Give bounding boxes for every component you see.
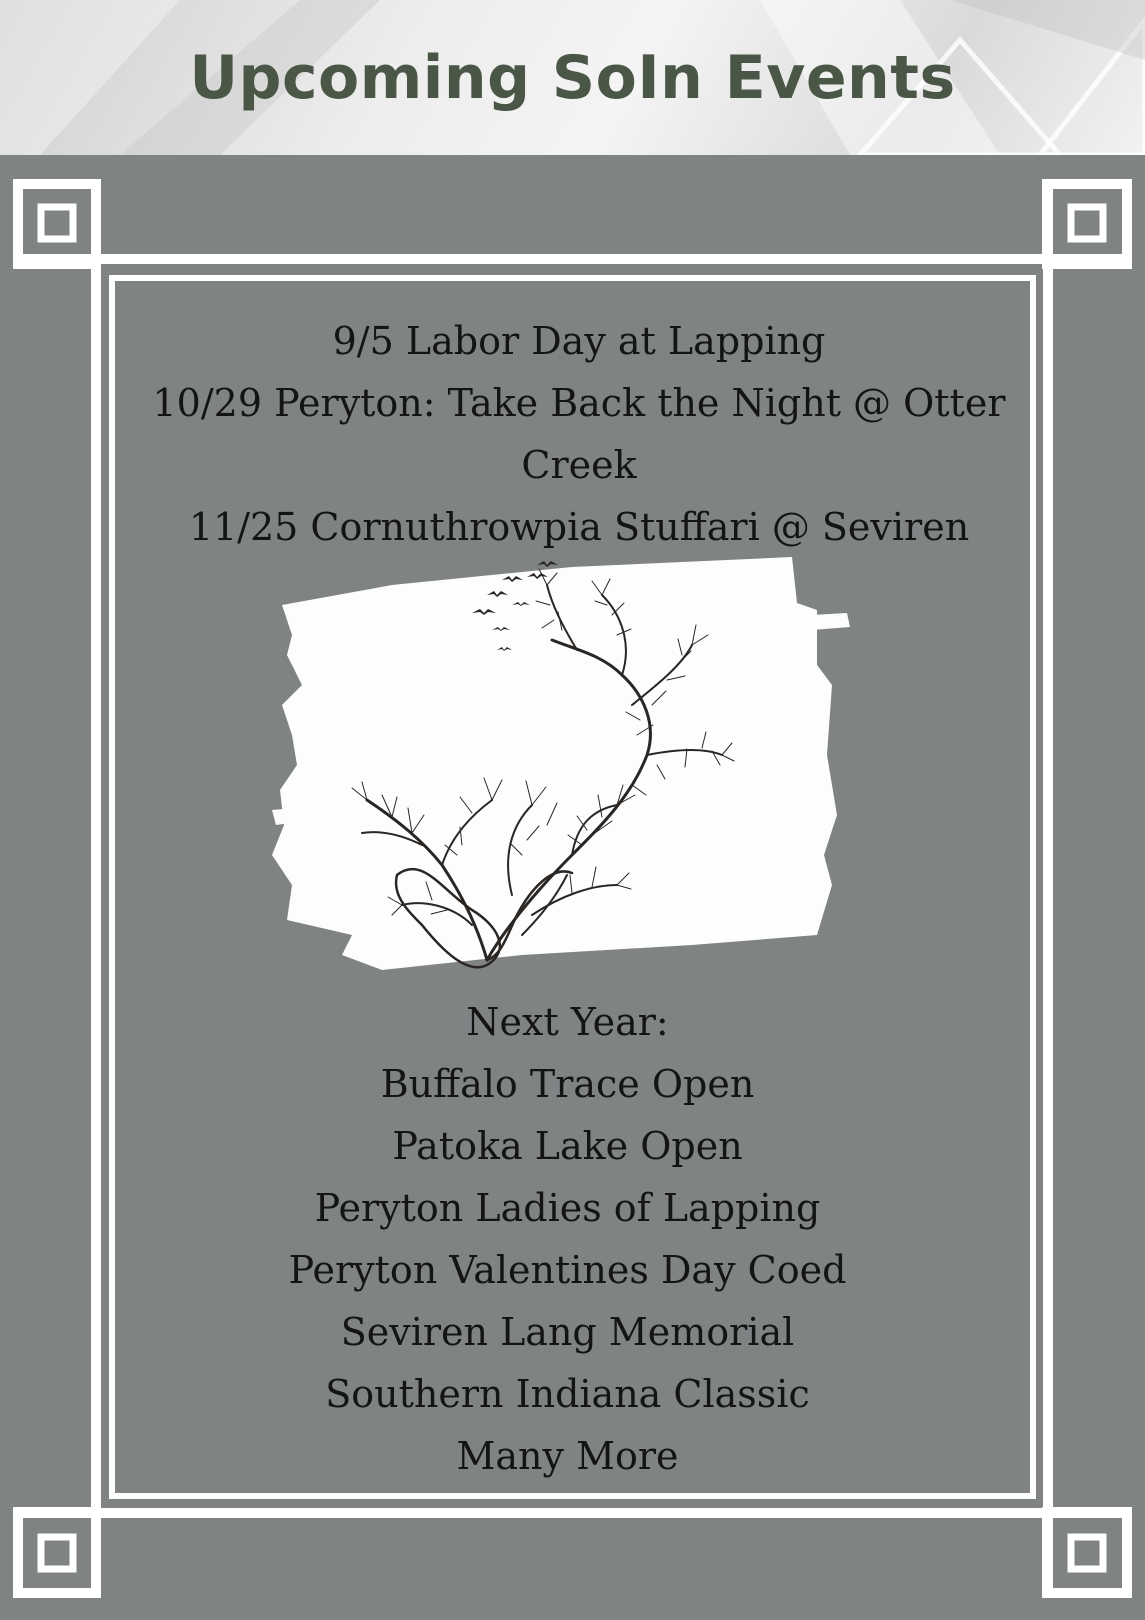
list-item: Peryton Valentines Day Coed bbox=[288, 1248, 847, 1292]
list-item: Buffalo Trace Open bbox=[380, 1062, 755, 1106]
event-item: 9/5 Labor Day at Lapping bbox=[332, 319, 826, 363]
next-year-list bbox=[120, 991, 1015, 1487]
list-item: Seviren Lang Memorial bbox=[340, 1310, 795, 1354]
list-item: Many More bbox=[456, 1434, 679, 1478]
page-title: Upcoming SoIn Events bbox=[189, 43, 956, 113]
event-item: Creek bbox=[521, 443, 637, 487]
next-year-heading: Next Year: bbox=[466, 1000, 669, 1044]
list-item: Southern Indiana Classic bbox=[325, 1372, 810, 1416]
event-item: 11/25 Cornuthrowpia Stuffari @ Seviren bbox=[188, 505, 970, 549]
list-item: Peryton Ladies of Lapping bbox=[314, 1186, 821, 1230]
tree-deer-icon bbox=[272, 555, 860, 985]
events-list bbox=[120, 310, 1038, 558]
event-item: 10/29 Peryton: Take Back the Night @ Otter bbox=[152, 381, 1006, 425]
list-item: Patoka Lake Open bbox=[392, 1124, 743, 1168]
